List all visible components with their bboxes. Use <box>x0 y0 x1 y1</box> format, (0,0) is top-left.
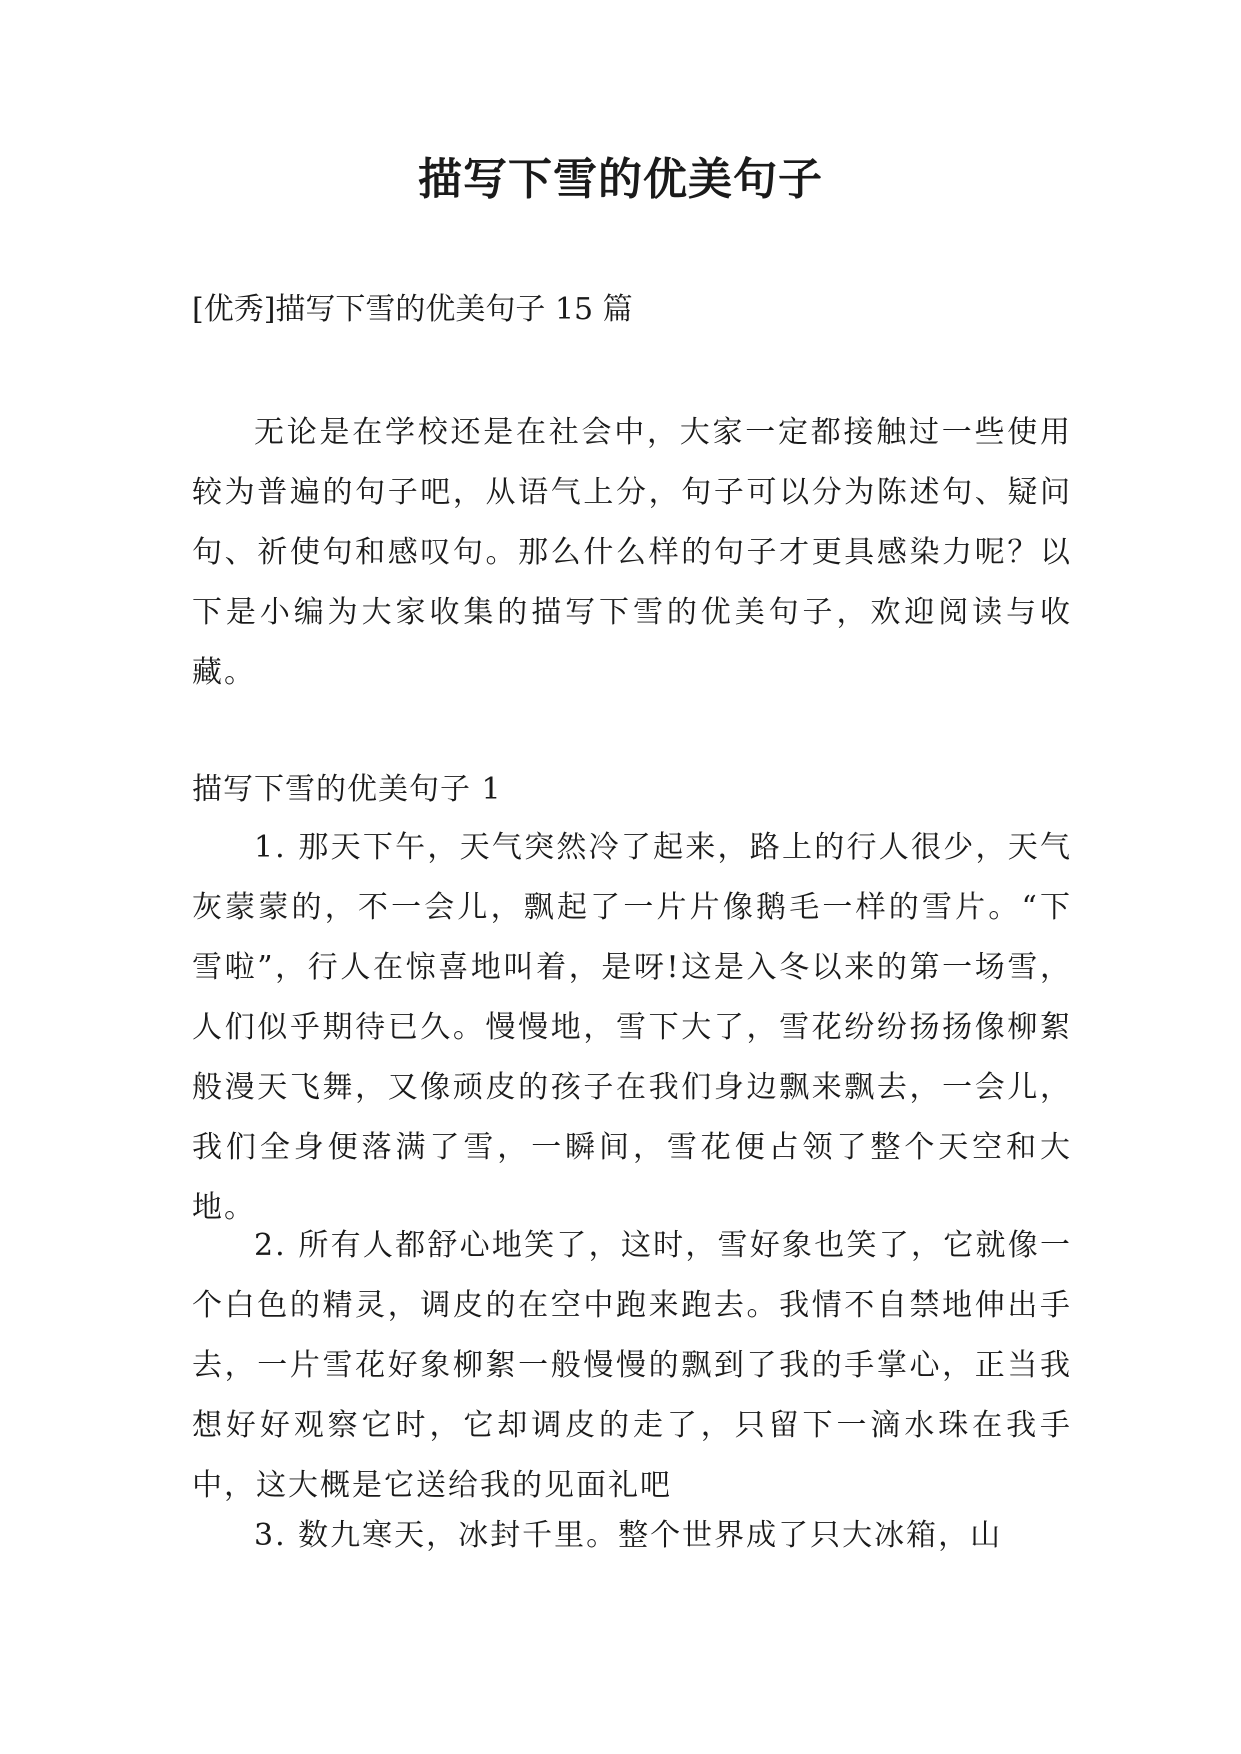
sentence-paragraph-2: 2. 所有人都舒心地笑了，这时，雪好象也笑了，它就像一个白色的精灵，调皮的在空中跑来跑去。我情不自禁地伸出手去，一片雪花好象柳絮一般慢慢的飘到了我的手掌心，正当我想好好观察它时，它却调皮的走了，只留下一滴水珠在我手中，这大概是它送给我的见面礼吧 <box>192 1228 1072 1503</box>
sentence-paragraph-3: 3. 数九寒天，冰封千里。整个世界成了只大冰箱，山 <box>254 1518 1003 1553</box>
sentence-paragraph-1: 1. 那天下午，天气突然冷了起来，路上的行人很少，天气灰蒙蒙的，不一会儿，飘起了一片片像鹅毛一样的雪片。“下雪啦”，行人在惊喜地叫着，是呀!这是入冬以来的第一场雪，人们似乎期待已久。慢慢地，雪下大了，雪花纷纷扬扬像柳絮般漫天飞舞，又像顽皮的孩子在我们身边飘来飘去，一会儿，我们全身便落满了雪，一瞬间，雪花便占领了整个天空和大地。 <box>192 830 1072 1225</box>
document-title: 描写下雪的优美句子 <box>418 154 823 205</box>
document-subtitle: [优秀]描写下雪的优美句子 15 篇 <box>192 292 633 327</box>
section-heading: 描写下雪的优美句子 1 <box>192 772 502 807</box>
intro-paragraph: 无论是在学校还是在社会中，大家一定都接触过一些使用较为普遍的句子吧，从语气上分，句子可以分为陈述句、疑问句、祈使句和感叹句。那么什么样的句子才更具感染力呢？以下是小编为大家收集的描写下雪的优美句子，欢迎阅读与收藏。 <box>192 415 1072 690</box>
